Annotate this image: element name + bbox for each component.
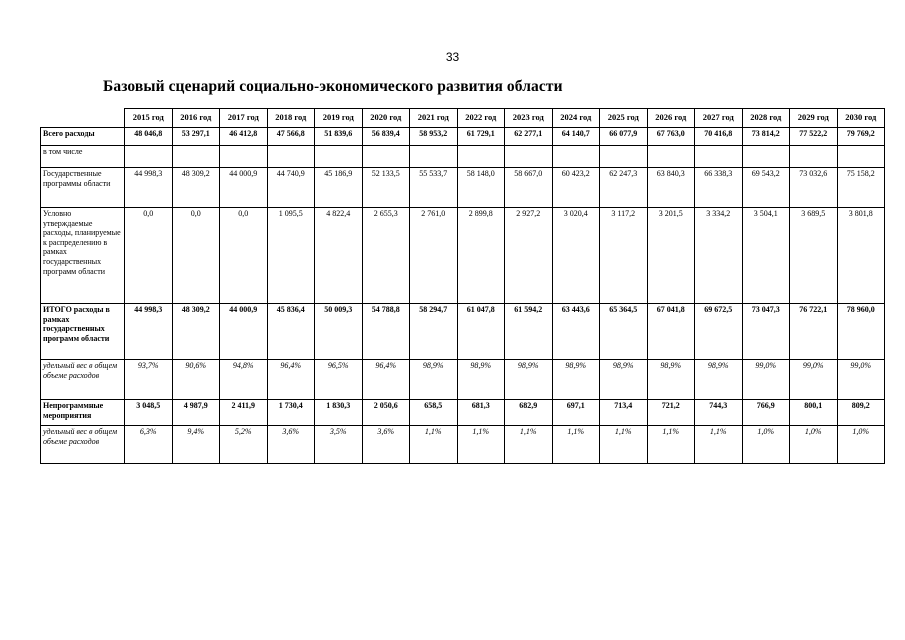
value-cell: 1,0% xyxy=(837,426,885,464)
value-cell xyxy=(742,146,790,168)
value-cell: 3 504,1 xyxy=(742,208,790,304)
year-header: 2030 год xyxy=(837,109,885,128)
row-label: удельный вес в общем объеме расходов xyxy=(41,360,125,400)
year-header: 2024 год xyxy=(552,109,600,128)
table-row xyxy=(41,128,885,146)
value-cell xyxy=(315,146,363,168)
value-cell: 3,6% xyxy=(362,426,410,464)
value-cell: 98,9% xyxy=(647,360,695,400)
value-cell: 2 050,6 xyxy=(362,400,410,426)
value-cell xyxy=(552,146,600,168)
value-cell: 1,1% xyxy=(410,426,458,464)
value-cell: 658,5 xyxy=(410,400,458,426)
value-cell: 3 334,2 xyxy=(695,208,743,304)
value-cell: 73 814,2 xyxy=(742,128,790,146)
value-cell: 681,3 xyxy=(457,400,505,426)
value-cell: 44 998,3 xyxy=(125,304,173,360)
value-cell: 697,1 xyxy=(552,400,600,426)
value-cell: 98,9% xyxy=(552,360,600,400)
value-cell: 1 830,3 xyxy=(315,400,363,426)
table-row xyxy=(41,304,885,360)
year-header: 2023 год xyxy=(505,109,553,128)
table-row xyxy=(41,426,885,464)
value-cell: 44 740,9 xyxy=(267,168,315,208)
value-cell xyxy=(790,146,838,168)
row-label: в том числе xyxy=(41,146,125,168)
value-cell: 98,9% xyxy=(505,360,553,400)
value-cell xyxy=(837,146,885,168)
year-header: 2028 год xyxy=(742,109,790,128)
value-cell: 61 594,2 xyxy=(505,304,553,360)
value-cell xyxy=(267,146,315,168)
row-label: Государственные программы области xyxy=(41,168,125,208)
header-row xyxy=(41,109,885,128)
value-cell: 67 763,0 xyxy=(647,128,695,146)
year-header: 2026 год xyxy=(647,109,695,128)
value-cell: 99,0% xyxy=(790,360,838,400)
table-row xyxy=(41,400,885,426)
value-cell: 62 247,3 xyxy=(600,168,648,208)
table-row xyxy=(41,146,885,168)
value-cell: 62 277,1 xyxy=(505,128,553,146)
value-cell: 3 201,5 xyxy=(647,208,695,304)
value-cell: 56 839,4 xyxy=(362,128,410,146)
value-cell: 66 338,3 xyxy=(695,168,743,208)
value-cell: 79 769,2 xyxy=(837,128,885,146)
value-cell: 2 927,2 xyxy=(505,208,553,304)
value-cell xyxy=(505,146,553,168)
value-cell: 90,6% xyxy=(172,360,220,400)
value-cell xyxy=(172,146,220,168)
value-cell: 1,1% xyxy=(552,426,600,464)
year-header: 2016 год xyxy=(172,109,220,128)
value-cell: 744,3 xyxy=(695,400,743,426)
value-cell xyxy=(220,146,268,168)
value-cell: 44 000,9 xyxy=(220,304,268,360)
value-cell: 45 186,9 xyxy=(315,168,363,208)
value-cell: 48 046,8 xyxy=(125,128,173,146)
value-cell: 2 899,8 xyxy=(457,208,505,304)
value-cell: 75 158,2 xyxy=(837,168,885,208)
value-cell: 1,0% xyxy=(790,426,838,464)
row-label: ИТОГО расходы в рамках государственных программ области xyxy=(41,304,125,360)
value-cell: 69 543,2 xyxy=(742,168,790,208)
value-cell: 4 987,9 xyxy=(172,400,220,426)
year-header: 2015 год xyxy=(125,109,173,128)
value-cell: 44 998,3 xyxy=(125,168,173,208)
value-cell: 3 020,4 xyxy=(552,208,600,304)
value-cell: 682,9 xyxy=(505,400,553,426)
value-cell: 58 667,0 xyxy=(505,168,553,208)
page-number: 33 xyxy=(445,50,460,64)
value-cell: 55 533,7 xyxy=(410,168,458,208)
value-cell: 5,2% xyxy=(220,426,268,464)
row-label: удельный вес в общем объеме расходов xyxy=(41,426,125,464)
row-label: Непрограммные мероприятия xyxy=(41,400,125,426)
value-cell: 45 836,4 xyxy=(267,304,315,360)
value-cell xyxy=(410,146,458,168)
value-cell: 61 047,8 xyxy=(457,304,505,360)
value-cell: 3 801,8 xyxy=(837,208,885,304)
value-cell: 3,5% xyxy=(315,426,363,464)
value-cell: 69 672,5 xyxy=(695,304,743,360)
value-cell: 96,4% xyxy=(267,360,315,400)
year-header: 2018 год xyxy=(267,109,315,128)
value-cell: 54 788,8 xyxy=(362,304,410,360)
value-cell: 58 148,0 xyxy=(457,168,505,208)
value-cell: 58 294,7 xyxy=(410,304,458,360)
value-cell: 766,9 xyxy=(742,400,790,426)
value-cell: 1,1% xyxy=(647,426,695,464)
table-row xyxy=(41,360,885,400)
table-row xyxy=(41,208,885,304)
value-cell: 48 309,2 xyxy=(172,168,220,208)
value-cell: 99,0% xyxy=(742,360,790,400)
row-label: Условно утверждаемые расходы, планируемые к распределению в рамках государственных программ области xyxy=(41,208,125,304)
value-cell: 65 364,5 xyxy=(600,304,648,360)
value-cell: 94,8% xyxy=(220,360,268,400)
value-cell xyxy=(600,146,648,168)
value-cell: 76 722,1 xyxy=(790,304,838,360)
value-cell: 9,4% xyxy=(172,426,220,464)
value-cell: 1,1% xyxy=(600,426,648,464)
value-cell: 4 822,4 xyxy=(315,208,363,304)
value-cell: 0,0 xyxy=(125,208,173,304)
table-body xyxy=(41,128,885,464)
value-cell: 98,9% xyxy=(695,360,743,400)
value-cell xyxy=(362,146,410,168)
value-cell: 63 443,6 xyxy=(552,304,600,360)
year-header: 2021 год xyxy=(410,109,458,128)
value-cell: 58 953,2 xyxy=(410,128,458,146)
value-cell: 98,9% xyxy=(410,360,458,400)
year-header: 2022 год xyxy=(457,109,505,128)
value-cell: 809,2 xyxy=(837,400,885,426)
value-cell: 6,3% xyxy=(125,426,173,464)
value-cell xyxy=(647,146,695,168)
year-header: 2029 год xyxy=(790,109,838,128)
value-cell: 67 041,8 xyxy=(647,304,695,360)
value-cell: 78 960,0 xyxy=(837,304,885,360)
value-cell: 0,0 xyxy=(172,208,220,304)
value-cell: 1,0% xyxy=(742,426,790,464)
value-cell: 61 729,1 xyxy=(457,128,505,146)
value-cell: 73 032,6 xyxy=(790,168,838,208)
value-cell: 3 048,5 xyxy=(125,400,173,426)
value-cell: 98,9% xyxy=(600,360,648,400)
value-cell: 44 000,9 xyxy=(220,168,268,208)
value-cell: 52 133,5 xyxy=(362,168,410,208)
value-cell: 1 095,5 xyxy=(267,208,315,304)
value-cell: 2 761,0 xyxy=(410,208,458,304)
value-cell: 66 077,9 xyxy=(600,128,648,146)
budget-table xyxy=(40,108,885,464)
value-cell: 713,4 xyxy=(600,400,648,426)
value-cell xyxy=(695,146,743,168)
row-label: Всего расходы xyxy=(41,128,125,146)
value-cell: 93,7% xyxy=(125,360,173,400)
page-title: Базовый сценарий социально-экономического развития области xyxy=(103,78,563,95)
year-header: 2019 год xyxy=(315,109,363,128)
value-cell xyxy=(125,146,173,168)
value-cell: 1 730,4 xyxy=(267,400,315,426)
value-cell: 98,9% xyxy=(457,360,505,400)
value-cell: 96,5% xyxy=(315,360,363,400)
value-cell: 47 566,8 xyxy=(267,128,315,146)
value-cell: 77 522,2 xyxy=(790,128,838,146)
value-cell: 70 416,8 xyxy=(695,128,743,146)
value-cell: 2 411,9 xyxy=(220,400,268,426)
value-cell: 3 117,2 xyxy=(600,208,648,304)
value-cell: 0,0 xyxy=(220,208,268,304)
value-cell: 2 655,3 xyxy=(362,208,410,304)
value-cell: 3 689,5 xyxy=(790,208,838,304)
value-cell: 46 412,8 xyxy=(220,128,268,146)
value-cell: 721,2 xyxy=(647,400,695,426)
value-cell: 50 009,3 xyxy=(315,304,363,360)
value-cell: 3,6% xyxy=(267,426,315,464)
value-cell: 1,1% xyxy=(695,426,743,464)
value-cell: 1,1% xyxy=(505,426,553,464)
year-header: 2020 год xyxy=(362,109,410,128)
value-cell: 800,1 xyxy=(790,400,838,426)
value-cell: 63 840,3 xyxy=(647,168,695,208)
value-cell: 99,0% xyxy=(837,360,885,400)
value-cell: 64 140,7 xyxy=(552,128,600,146)
value-cell: 73 047,3 xyxy=(742,304,790,360)
value-cell: 53 297,1 xyxy=(172,128,220,146)
year-header: 2017 год xyxy=(220,109,268,128)
value-cell: 51 839,6 xyxy=(315,128,363,146)
value-cell: 60 423,2 xyxy=(552,168,600,208)
header-corner xyxy=(41,109,125,128)
value-cell: 96,4% xyxy=(362,360,410,400)
table-row xyxy=(41,168,885,208)
value-cell xyxy=(457,146,505,168)
year-header: 2025 год xyxy=(600,109,648,128)
value-cell: 1,1% xyxy=(457,426,505,464)
value-cell: 48 309,2 xyxy=(172,304,220,360)
year-header: 2027 год xyxy=(695,109,743,128)
